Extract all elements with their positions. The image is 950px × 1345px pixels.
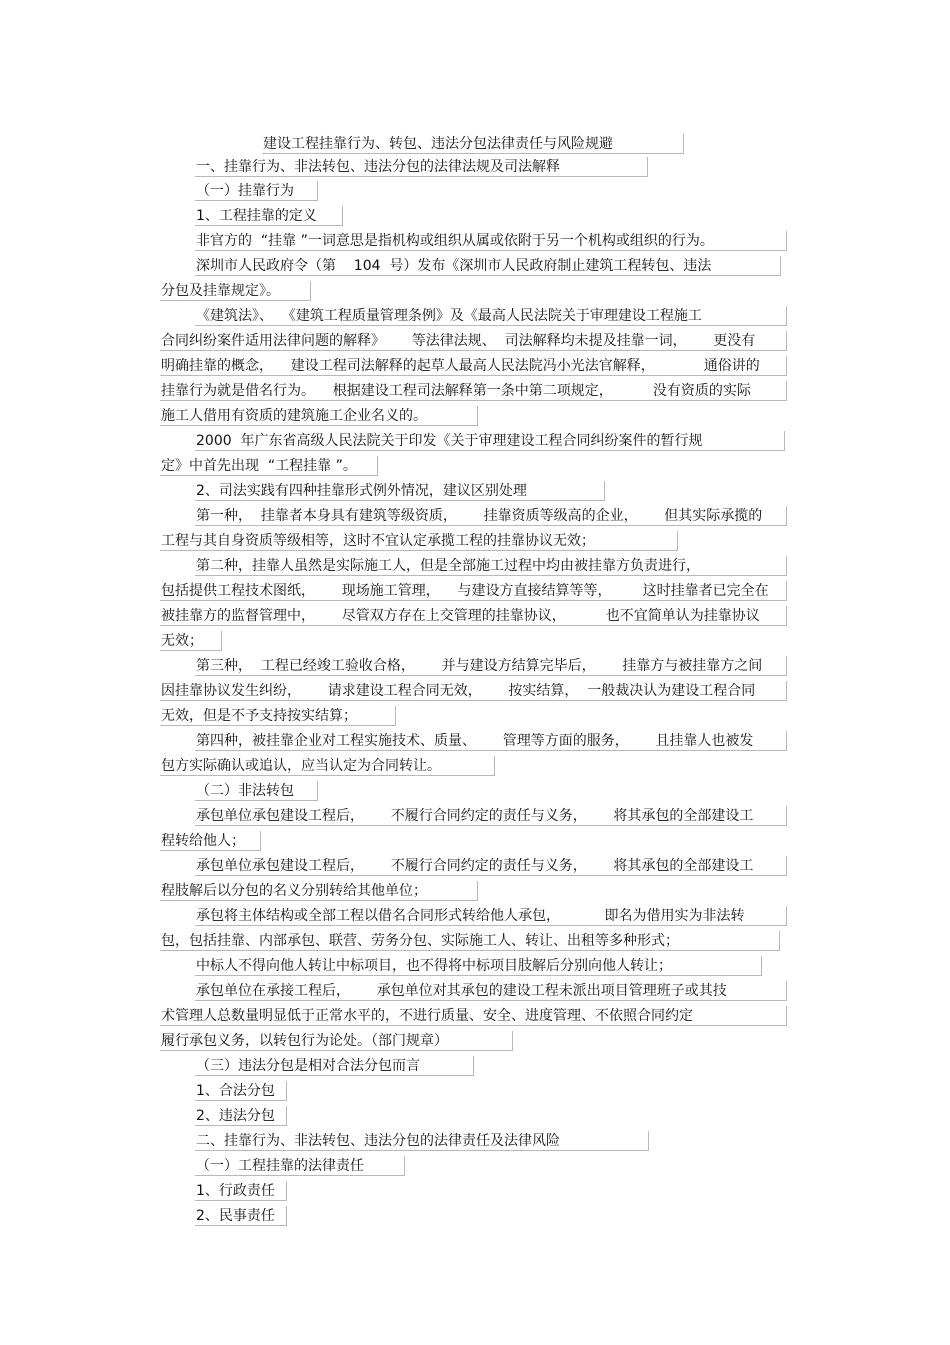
body-line: 2、民事责任 bbox=[195, 1206, 287, 1226]
body-line: 2、司法实践有四种挂靠形式例外情况，建议区别处理 bbox=[195, 481, 605, 501]
body-line: 第四种，被挂靠企业对工程实施技术、质量、 管理等方面的服务， 且挂靠人也被发 bbox=[195, 731, 787, 751]
body-line: 工程与其自身资质等级相等，这时不宜认定承揽工程的挂靠协议无效； bbox=[160, 531, 678, 551]
body-line: 施工人借用有资质的建筑施工企业名义的。 bbox=[160, 406, 478, 426]
body-line: 一、挂靠行为、非法转包、违法分包的法律法规及司法解释 bbox=[195, 157, 648, 177]
body-line: 二、挂靠行为、非法转包、违法分包的法律责任及法律风险 bbox=[195, 1131, 649, 1151]
body-line: 包方实际确认或追认，应当认定为合同转让。 bbox=[160, 756, 495, 776]
body-line: 第三种， 工程已经竣工验收合格， 并与建设方结算完毕后， 挂靠方与被挂靠方之间 bbox=[195, 656, 787, 676]
body-line: 合同纠纷案件适用法律问题的解释》 等法律法规、 司法解释均未提及挂靠一词， 更没有 bbox=[160, 331, 787, 351]
body-line: 无效； bbox=[160, 631, 222, 651]
body-line: 被挂靠方的监督管理中， 尽管双方存在上交管理的挂靠协议， 也不宜简单认为挂靠协议 bbox=[160, 606, 787, 626]
body-line: 挂靠行为就是借名行为。 根据建设工程司法解释第一条中第二项规定， 没有资质的实际 bbox=[160, 381, 787, 401]
body-line: 分包及挂靠规定》。 bbox=[160, 281, 311, 301]
body-line: 第一种， 挂靠者本身具有建筑等级资质， 挂靠资质等级高的企业， 但其实际承揽的 bbox=[195, 506, 787, 526]
body-line: （二）非法转包 bbox=[195, 781, 318, 801]
body-line: 第二种，挂靠人虽然是实际施工人，但是全部施工过程中均由被挂靠方负责进行， bbox=[195, 556, 787, 576]
body-line: 定》中首先出现 “工程挂靠 ”。 bbox=[160, 456, 378, 476]
body-line: 程转给他人； bbox=[160, 831, 261, 851]
body-line: 非官方的 “挂靠 ”一词意思是指机构或组织从属或依附于另一个机构或组织的行为。 bbox=[195, 231, 787, 251]
body-line: 1、行政责任 bbox=[195, 1181, 287, 1201]
body-line: 包括提供工程技术图纸， 现场施工管理， 与建设方直接结算等等， 这时挂靠者已完全在 bbox=[160, 581, 787, 601]
body-line: 明确挂靠的概念， 建设工程司法解释的起草人最高人民法院冯小光法官解释， 通俗讲的 bbox=[160, 356, 787, 376]
body-line: （一）工程挂靠的法律责任 bbox=[195, 1156, 405, 1176]
body-line: 承包将主体结构或全部工程以借名合同形式转给他人承包， 即名为借用实为非法转 bbox=[195, 906, 787, 926]
body-line: 承包单位在承接工程后， 承包单位对其承包的建设工程未派出项目管理班子或其技 bbox=[195, 981, 787, 1001]
body-line: 术管理人总数量明显低于正常水平的，不进行质量、安全、进度管理、不依照合同约定 bbox=[160, 1006, 787, 1026]
body-line: （一）挂靠行为 bbox=[195, 181, 318, 201]
body-line: 2、违法分包 bbox=[195, 1106, 287, 1126]
body-line: 深圳市人民政府令（第 104 号）发布《深圳市人民政府制止建筑工程转包、违法 bbox=[195, 256, 781, 276]
body-line: 1、合法分包 bbox=[195, 1081, 287, 1101]
body-line: 承包单位承包建设工程后， 不履行合同约定的责任与义务， 将其承包的全部建设工 bbox=[195, 806, 787, 826]
body-line: （三）违法分包是相对合法分包而言 bbox=[195, 1056, 474, 1076]
body-line: 包，包括挂靠、内部承包、联营、劳务分包、实际施工人、转让、出租等多种形式； bbox=[160, 931, 780, 951]
body-line: 中标人不得向他人转让中标项目，也不得将中标项目肢解后分别向他人转让； bbox=[195, 956, 762, 976]
body-line: 2000 年广东省高级人民法院关于印发《关于审理建设工程合同纠纷案件的暂行规 bbox=[195, 431, 785, 451]
body-line: 因挂靠协议发生纠纷， 请求建设工程合同无效， 按实结算， 一般裁决认为建设工程合同 bbox=[160, 681, 787, 701]
body-line: 履行承包义务，以转包行为论处。（部门规章） bbox=[160, 1031, 513, 1051]
body-line: 程肢解后以分包的名义分别转给其他单位； bbox=[160, 881, 478, 901]
body-line: 无效，但是不予支持按实结算； bbox=[160, 706, 396, 726]
body-line: 《建筑法》、 《建筑工程质量管理条例》及《最高人民法院关于审理建设工程施工 bbox=[195, 306, 787, 326]
body-line: 1、工程挂靠的定义 bbox=[195, 206, 343, 226]
body-line: 承包单位承包建设工程后， 不履行合同约定的责任与义务， 将其承包的全部建设工 bbox=[195, 856, 787, 876]
document-title: 建设工程挂靠行为、转包、违法分包法律责任与风险规避 bbox=[262, 134, 684, 154]
